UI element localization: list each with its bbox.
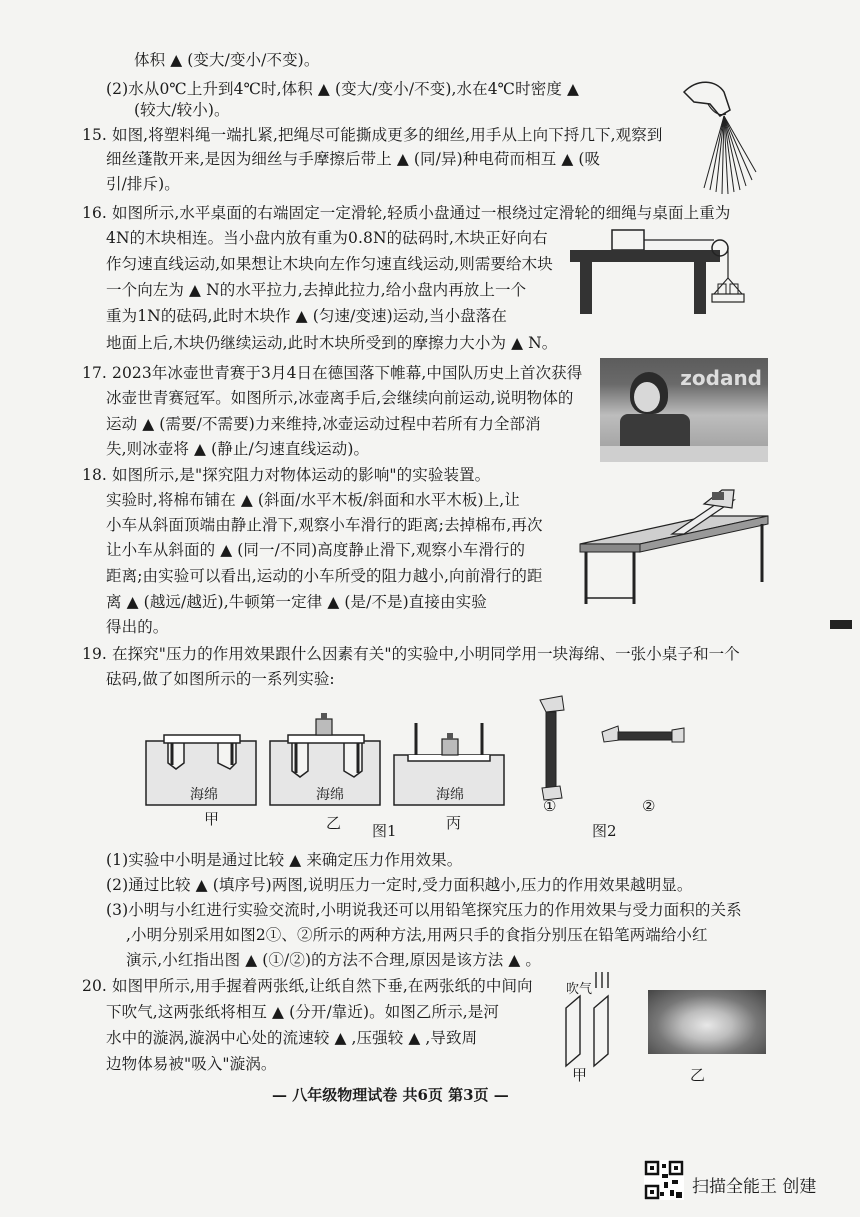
text-line: 一个向左为 ▲ N的水平拉力,去掉此拉力,给小盘内再放上一个 bbox=[106, 281, 527, 299]
text-line: 16. 如图所示,水平桌面的右端固定一定滑轮,轻质小盘通过一根绕过定滑轮的细绳与桌面上重为 bbox=[82, 204, 731, 222]
athlete-face bbox=[634, 382, 660, 412]
athlete-body bbox=[620, 414, 690, 446]
curling-photo bbox=[600, 358, 768, 462]
sponge-label-jia: 海绵 bbox=[190, 787, 218, 803]
text-line: 20. 如图甲所示,用手握着两张纸,让纸自然下垂,在两张纸的中间向 bbox=[82, 977, 533, 995]
text-line: 19. 在探究"压力的作用效果跟什么因素有关"的实验中,小明同学用一块海绵、一张小桌子和一个 bbox=[82, 645, 740, 663]
text-line: 水中的漩涡,漩涡中心处的流速较 ▲ ,压强较 ▲ ,导致周 bbox=[106, 1029, 478, 1047]
caption-fig20-yi: 乙 bbox=[690, 1066, 706, 1084]
text-line: (1)实验中小明是通过比较 ▲ 来确定压力作用效果。 bbox=[106, 851, 463, 869]
text-line: 细丝蓬散开来,是因为细丝与手摩擦后带上 ▲ (同/异)种电荷而相互 ▲ (吸 bbox=[106, 150, 601, 168]
ramp-experiment-figure bbox=[572, 486, 772, 610]
caption-fig2: 图2 bbox=[592, 822, 617, 840]
text-line: 18. 如图所示,是"探究阻力对物体运动的影响"的实验装置。 bbox=[82, 466, 491, 484]
sponge-label-bing: 海绵 bbox=[436, 787, 464, 803]
text-line: 冰壶世青赛冠军。如图所示,冰壶离手后,会继续向前运动,说明物体的 bbox=[106, 389, 574, 407]
text-line: 让小车从斜面的 ▲ (同一/不同)高度静止滑下,观察小车滑行的 bbox=[106, 541, 526, 559]
photo-banner-text: zodand bbox=[680, 366, 762, 390]
plastic-strings-figure bbox=[680, 70, 760, 200]
text-line: 砝码,做了如图所示的一系列实验: bbox=[106, 670, 335, 688]
caption-yi: 乙 bbox=[326, 814, 342, 832]
text-line: 失,则冰壶将 ▲ (静止/匀速直线运动)。 bbox=[106, 440, 370, 458]
blow-label: 吹气 bbox=[566, 982, 593, 997]
caption-circle-1: ① bbox=[543, 797, 557, 815]
text-line: 地面上后,木块仍继续运动,此时木块所受到的摩擦力大小为 ▲ N。 bbox=[106, 334, 558, 352]
caption-circle-2: ② bbox=[642, 797, 656, 815]
text-line: 15. 如图,将塑料绳一端扎紧,把绳尽可能撕成更多的细丝,用手从上向下捋几下,观察到 bbox=[82, 126, 663, 144]
text-line: 下吹气,这两张纸将相互 ▲ (分开/靠近)。如图乙所示,是河 bbox=[106, 1003, 499, 1021]
pencil-press-figure bbox=[536, 692, 686, 802]
text-line: (2)通过比较 ▲ (填序号)两图,说明压力一定时,受力面积越小,压力的作用效果越明显。 bbox=[106, 876, 693, 894]
qr-code-icon bbox=[644, 1160, 684, 1200]
text-line: 离 ▲ (越远/越近),牛顿第一定律 ▲ (是/不是)直接由实验 bbox=[106, 593, 487, 611]
pulley-table-figure bbox=[568, 222, 758, 322]
text-line: 得出的。 bbox=[106, 618, 169, 636]
caption-fig1: 图1 bbox=[372, 822, 397, 840]
text-line: 17. 2023年冰壶世青赛于3月4日在德国落下帷幕,中国队历史上首次获得 bbox=[82, 364, 583, 382]
text-line: 距离;由实验可以看出,运动的小车所受的阻力越小,向前滑行的距 bbox=[106, 567, 543, 585]
text-line: 运动 ▲ (需要/不需要)力来维持,冰壶运动过程中若所有力全部消 bbox=[106, 415, 541, 433]
text-line: (2)水从0℃上升到4℃时,体积 ▲ (变大/变小/不变),水在4℃时密度 ▲ bbox=[106, 80, 579, 98]
text-line: (3)小明与小红进行实验交流时,小明说我还可以用铅笔探究压力的作用效果与受力面积的关系 bbox=[106, 901, 742, 919]
text-line: 实验时,将棉布铺在 ▲ (斜面/水平木板/斜面和水平木板)上,让 bbox=[106, 491, 520, 509]
page-edge-marker bbox=[830, 620, 852, 629]
ice-surface bbox=[600, 446, 768, 462]
text-line: 体积 ▲ (变大/变小/不变)。 bbox=[134, 51, 320, 69]
caption-bing: 丙 bbox=[446, 814, 462, 832]
whirlpool-photo bbox=[648, 990, 766, 1054]
text-line: ,小明分别采用如图2①、②所示的两种方法,用两只手的食指分别压在铅笔两端给小红 bbox=[126, 926, 708, 944]
text-line: 演示,小红指出图 ▲ (①/②)的方法不合理,原因是该方法 ▲ 。 bbox=[126, 951, 542, 969]
text-line: 作匀速直线运动,如果想让木块向左作匀速直线运动,则需要给木块 bbox=[106, 255, 553, 273]
text-line: 重为1N的砝码,此时木块作 ▲ (匀速/变速)运动,当小盘落在 bbox=[106, 307, 507, 325]
text-line: 小车从斜面顶端由静止滑下,观察小车滑行的距离;去掉棉布,再次 bbox=[106, 516, 543, 534]
page-footer: — 八年级物理试卷 共6页 第3页 — bbox=[272, 1086, 509, 1104]
text-line: 边物体易被"吸入"漩涡。 bbox=[106, 1055, 277, 1073]
text-line: 引/排斥)。 bbox=[106, 175, 180, 193]
scanner-watermark: 扫描全能王 创建 bbox=[692, 1177, 817, 1197]
text-line: 4N的木块相连。当小盘内放有重为0.8N的砝码时,木块正好向右 bbox=[106, 229, 548, 247]
caption-fig20-jia: 甲 bbox=[572, 1066, 588, 1084]
text-line: (较大/较小)。 bbox=[134, 101, 230, 119]
sponge-label-yi: 海绵 bbox=[316, 787, 344, 803]
caption-jia: 甲 bbox=[204, 810, 220, 828]
